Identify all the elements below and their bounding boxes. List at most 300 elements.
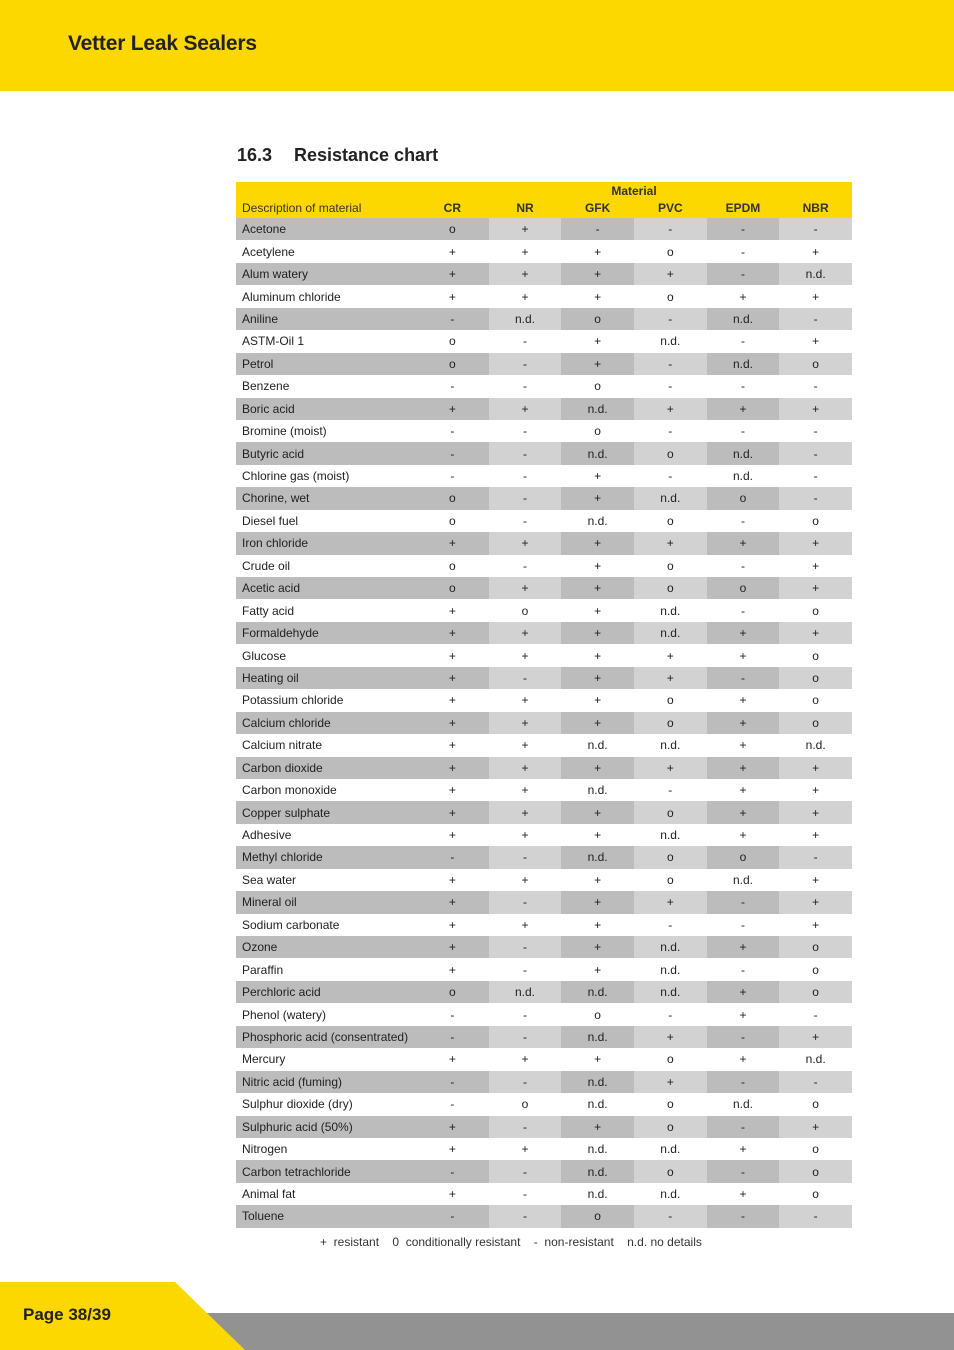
resistance-cell-pvc: o <box>634 689 707 711</box>
resistance-cell-pvc: o <box>634 869 707 891</box>
resistance-cell-gfk: + <box>561 712 634 734</box>
resistance-cell-nr: + <box>489 689 562 711</box>
resistance-cell-epdm: - <box>707 330 780 352</box>
resistance-cell-nbr: + <box>779 577 852 599</box>
material-group-header: Material <box>416 182 852 198</box>
table-row <box>236 869 852 891</box>
resistance-cell-nbr: + <box>779 532 852 554</box>
resistance-cell-cr: - <box>416 1071 489 1093</box>
table-row <box>236 644 852 666</box>
resistance-cell-gfk: + <box>561 532 634 554</box>
resistance-cell-nr: - <box>489 555 562 577</box>
resistance-cell-nr: - <box>489 353 562 375</box>
resistance-cell-nr: + <box>489 712 562 734</box>
resistance-cell-nbr: + <box>779 622 852 644</box>
resistance-cell-cr: o <box>416 981 489 1003</box>
table-body <box>236 218 852 1228</box>
resistance-cell-pvc: n.d. <box>634 487 707 509</box>
resistance-cell-gfk: n.d. <box>561 442 634 464</box>
resistance-cell-nr: + <box>489 734 562 756</box>
material-name-cell: Methyl chloride <box>236 846 416 868</box>
resistance-cell-cr: - <box>416 375 489 397</box>
resistance-cell-nr: + <box>489 779 562 801</box>
resistance-cell-nr: - <box>489 958 562 980</box>
resistance-cell-cr: - <box>416 1026 489 1048</box>
resistance-cell-cr: - <box>416 846 489 868</box>
resistance-cell-nbr: - <box>779 487 852 509</box>
resistance-cell-nr: + <box>489 240 562 262</box>
column-header-nr: NR <box>489 198 562 218</box>
resistance-cell-nr: + <box>489 644 562 666</box>
resistance-cell-nbr: + <box>779 757 852 779</box>
material-name-cell: Mineral oil <box>236 891 416 913</box>
resistance-cell-gfk: n.d. <box>561 398 634 420</box>
resistance-cell-epdm: o <box>707 846 780 868</box>
resistance-cell-nbr: o <box>779 712 852 734</box>
resistance-cell-cr: + <box>416 689 489 711</box>
resistance-cell-cr: + <box>416 757 489 779</box>
resistance-cell-nbr: + <box>779 801 852 823</box>
resistance-cell-nr: - <box>489 1205 562 1227</box>
resistance-cell-pvc: n.d. <box>634 599 707 621</box>
resistance-cell-gfk: n.d. <box>561 734 634 756</box>
resistance-cell-epdm: - <box>707 667 780 689</box>
resistance-cell-gfk: n.d. <box>561 981 634 1003</box>
resistance-cell-pvc: - <box>634 218 707 240</box>
table-row <box>236 555 852 577</box>
resistance-cell-gfk: + <box>561 353 634 375</box>
material-name-cell: Ozone <box>236 936 416 958</box>
resistance-cell-nbr: + <box>779 240 852 262</box>
material-name-cell: Toluene <box>236 1205 416 1227</box>
material-name-cell: Crude oil <box>236 555 416 577</box>
resistance-cell-nr: + <box>489 285 562 307</box>
material-name-cell: Carbon tetrachloride <box>236 1160 416 1182</box>
resistance-cell-cr: + <box>416 532 489 554</box>
resistance-cell-epdm: - <box>707 599 780 621</box>
resistance-cell-nr: - <box>489 510 562 532</box>
column-header-epdm: EPDM <box>707 198 780 218</box>
resistance-cell-pvc: o <box>634 442 707 464</box>
table-row <box>236 712 852 734</box>
resistance-cell-epdm: n.d. <box>707 442 780 464</box>
table-row <box>236 734 852 756</box>
resistance-cell-pvc: + <box>634 644 707 666</box>
resistance-cell-pvc: o <box>634 285 707 307</box>
resistance-cell-cr: - <box>416 465 489 487</box>
resistance-cell-pvc: + <box>634 667 707 689</box>
table-row <box>236 1071 852 1093</box>
resistance-cell-nbr: + <box>779 914 852 936</box>
resistance-cell-nr: - <box>489 1160 562 1182</box>
resistance-cell-gfk: + <box>561 622 634 644</box>
resistance-cell-pvc: - <box>634 914 707 936</box>
resistance-cell-epdm: - <box>707 218 780 240</box>
table-row <box>236 981 852 1003</box>
resistance-cell-cr: o <box>416 330 489 352</box>
material-name-cell: Chlorine gas (moist) <box>236 465 416 487</box>
resistance-cell-cr: + <box>416 599 489 621</box>
resistance-cell-pvc: o <box>634 577 707 599</box>
table-row <box>236 1093 852 1115</box>
resistance-cell-gfk: n.d. <box>561 1183 634 1205</box>
resistance-cell-nr: + <box>489 869 562 891</box>
resistance-cell-gfk: n.d. <box>561 1160 634 1182</box>
resistance-cell-cr: o <box>416 218 489 240</box>
resistance-cell-pvc: n.d. <box>634 958 707 980</box>
resistance-cell-gfk: n.d. <box>561 1138 634 1160</box>
resistance-cell-nbr: - <box>779 465 852 487</box>
resistance-cell-cr: - <box>416 1205 489 1227</box>
resistance-cell-gfk: + <box>561 240 634 262</box>
resistance-cell-epdm: + <box>707 1048 780 1070</box>
resistance-cell-epdm: n.d. <box>707 869 780 891</box>
resistance-cell-cr: - <box>416 420 489 442</box>
resistance-cell-nr: - <box>489 1071 562 1093</box>
resistance-cell-epdm: - <box>707 555 780 577</box>
resistance-cell-cr: - <box>416 1003 489 1025</box>
material-name-cell: Potassium chloride <box>236 689 416 711</box>
table-row <box>236 958 852 980</box>
resistance-cell-nr: + <box>489 263 562 285</box>
resistance-cell-pvc: o <box>634 846 707 868</box>
resistance-cell-gfk: + <box>561 891 634 913</box>
resistance-cell-epdm: + <box>707 801 780 823</box>
resistance-cell-pvc: - <box>634 375 707 397</box>
resistance-cell-nbr: + <box>779 779 852 801</box>
material-name-cell: Perchloric acid <box>236 981 416 1003</box>
resistance-cell-epdm: + <box>707 712 780 734</box>
table-row <box>236 1160 852 1182</box>
resistance-cell-epdm: - <box>707 914 780 936</box>
table-row <box>236 330 852 352</box>
resistance-cell-nbr: o <box>779 353 852 375</box>
resistance-cell-pvc: + <box>634 263 707 285</box>
table-row <box>236 599 852 621</box>
resistance-cell-pvc: + <box>634 891 707 913</box>
resistance-cell-gfk: + <box>561 263 634 285</box>
resistance-cell-nr: - <box>489 1026 562 1048</box>
resistance-cell-epdm: - <box>707 1116 780 1138</box>
resistance-cell-pvc: - <box>634 420 707 442</box>
table-row <box>236 420 852 442</box>
material-name-cell: Glucose <box>236 644 416 666</box>
resistance-cell-cr: + <box>416 914 489 936</box>
table-row <box>236 398 852 420</box>
resistance-cell-pvc: o <box>634 240 707 262</box>
resistance-cell-nr: - <box>489 442 562 464</box>
resistance-cell-cr: + <box>416 285 489 307</box>
resistance-cell-gfk: + <box>561 1048 634 1070</box>
resistance-cell-nbr: + <box>779 555 852 577</box>
table-row <box>236 1116 852 1138</box>
material-name-cell: Calcium nitrate <box>236 734 416 756</box>
material-name-cell: Aniline <box>236 308 416 330</box>
table-row <box>236 1205 852 1227</box>
resistance-cell-gfk: n.d. <box>561 1026 634 1048</box>
resistance-cell-gfk: + <box>561 689 634 711</box>
resistance-cell-cr: o <box>416 555 489 577</box>
table-row <box>236 218 852 240</box>
resistance-cell-cr: + <box>416 824 489 846</box>
resistance-cell-nr: - <box>489 330 562 352</box>
table-row <box>236 1003 852 1025</box>
resistance-cell-nr: - <box>489 420 562 442</box>
resistance-cell-epdm: - <box>707 510 780 532</box>
resistance-cell-epdm: n.d. <box>707 308 780 330</box>
table-row <box>236 375 852 397</box>
resistance-cell-pvc: o <box>634 801 707 823</box>
resistance-cell-pvc: - <box>634 353 707 375</box>
resistance-cell-pvc: - <box>634 308 707 330</box>
resistance-cell-cr: + <box>416 644 489 666</box>
resistance-cell-nr: + <box>489 398 562 420</box>
resistance-cell-nr: + <box>489 801 562 823</box>
table-row <box>236 353 852 375</box>
resistance-cell-epdm: n.d. <box>707 1093 780 1115</box>
resistance-cell-nbr: o <box>779 599 852 621</box>
resistance-cell-pvc: o <box>634 712 707 734</box>
table-row <box>236 757 852 779</box>
resistance-cell-pvc: o <box>634 555 707 577</box>
resistance-cell-epdm: - <box>707 958 780 980</box>
resistance-cell-gfk: n.d. <box>561 1071 634 1093</box>
resistance-cell-gfk: o <box>561 420 634 442</box>
table-row <box>236 1138 852 1160</box>
resistance-cell-nbr: o <box>779 1093 852 1115</box>
resistance-cell-gfk: n.d. <box>561 779 634 801</box>
table-row <box>236 622 852 644</box>
resistance-cell-cr: + <box>416 801 489 823</box>
resistance-cell-gfk: + <box>561 824 634 846</box>
resistance-cell-nbr: - <box>779 1003 852 1025</box>
material-name-cell: Butyric acid <box>236 442 416 464</box>
table-row <box>236 263 852 285</box>
resistance-cell-gfk: o <box>561 308 634 330</box>
resistance-cell-gfk: n.d. <box>561 510 634 532</box>
material-name-cell: Bromine (moist) <box>236 420 416 442</box>
section-number: 16.3 <box>237 145 273 165</box>
document-title: Vetter Leak Sealers <box>68 32 257 55</box>
resistance-cell-nbr: o <box>779 644 852 666</box>
material-name-cell: Carbon dioxide <box>236 757 416 779</box>
resistance-cell-epdm: + <box>707 779 780 801</box>
table-row <box>236 1183 852 1205</box>
resistance-cell-cr: + <box>416 869 489 891</box>
resistance-cell-epdm: + <box>707 981 780 1003</box>
resistance-cell-nbr: + <box>779 285 852 307</box>
table-row <box>236 285 852 307</box>
resistance-cell-cr: + <box>416 958 489 980</box>
table-row <box>236 779 852 801</box>
material-name-cell: Heating oil <box>236 667 416 689</box>
resistance-cell-nbr: + <box>779 824 852 846</box>
resistance-cell-gfk: o <box>561 1205 634 1227</box>
resistance-cell-gfk: n.d. <box>561 846 634 868</box>
resistance-cell-pvc: + <box>634 532 707 554</box>
resistance-cell-nbr: - <box>779 375 852 397</box>
material-name-cell: Chorine, wet <box>236 487 416 509</box>
resistance-cell-gfk: + <box>561 1116 634 1138</box>
resistance-cell-pvc: + <box>634 1071 707 1093</box>
resistance-cell-nbr: - <box>779 442 852 464</box>
resistance-cell-epdm: - <box>707 1026 780 1048</box>
resistance-cell-pvc: o <box>634 1160 707 1182</box>
resistance-cell-gfk: + <box>561 577 634 599</box>
resistance-cell-nbr: - <box>779 218 852 240</box>
material-name-cell: Petrol <box>236 353 416 375</box>
resistance-cell-pvc: n.d. <box>634 936 707 958</box>
resistance-cell-epdm: + <box>707 285 780 307</box>
resistance-cell-cr: o <box>416 487 489 509</box>
resistance-cell-epdm: o <box>707 487 780 509</box>
material-name-cell: Adhesive <box>236 824 416 846</box>
resistance-cell-epdm: - <box>707 420 780 442</box>
resistance-cell-epdm: + <box>707 1138 780 1160</box>
resistance-cell-epdm: + <box>707 824 780 846</box>
resistance-cell-nbr: n.d. <box>779 263 852 285</box>
resistance-cell-gfk: + <box>561 801 634 823</box>
table-row <box>236 1048 852 1070</box>
resistance-cell-nbr: o <box>779 936 852 958</box>
resistance-cell-pvc: o <box>634 1048 707 1070</box>
resistance-cell-nr: + <box>489 1048 562 1070</box>
resistance-cell-nr: n.d. <box>489 308 562 330</box>
resistance-cell-pvc: - <box>634 1003 707 1025</box>
material-name-cell: Sulphur dioxide (dry) <box>236 1093 416 1115</box>
resistance-cell-nr: + <box>489 1138 562 1160</box>
resistance-cell-pvc: + <box>634 398 707 420</box>
resistance-cell-nbr: o <box>779 667 852 689</box>
resistance-cell-cr: + <box>416 263 489 285</box>
material-name-cell: Iron chloride <box>236 532 416 554</box>
resistance-cell-cr: - <box>416 308 489 330</box>
resistance-cell-nr: - <box>489 936 562 958</box>
material-name-cell: Nitrogen <box>236 1138 416 1160</box>
resistance-cell-gfk: + <box>561 757 634 779</box>
resistance-cell-cr: + <box>416 712 489 734</box>
resistance-cell-epdm: - <box>707 1160 780 1182</box>
table-row <box>236 689 852 711</box>
resistance-cell-cr: o <box>416 577 489 599</box>
resistance-cell-nbr: o <box>779 689 852 711</box>
resistance-cell-cr: + <box>416 1138 489 1160</box>
resistance-cell-epdm: - <box>707 240 780 262</box>
material-name-cell: Sea water <box>236 869 416 891</box>
resistance-cell-cr: + <box>416 240 489 262</box>
section-title: Resistance chart <box>294 145 439 165</box>
table-row <box>236 1026 852 1048</box>
material-name-cell: Sulphuric acid (50%) <box>236 1116 416 1138</box>
resistance-cell-pvc: n.d. <box>634 1183 707 1205</box>
material-name-cell: Mercury <box>236 1048 416 1070</box>
resistance-cell-nbr: o <box>779 1138 852 1160</box>
resistance-cell-epdm: + <box>707 734 780 756</box>
resistance-cell-nr: - <box>489 891 562 913</box>
column-header-cr: CR <box>416 198 489 218</box>
resistance-cell-gfk: + <box>561 599 634 621</box>
table-row <box>236 667 852 689</box>
resistance-cell-pvc: n.d. <box>634 330 707 352</box>
table-row <box>236 936 852 958</box>
column-header-nbr: NBR <box>779 198 852 218</box>
resistance-cell-cr: + <box>416 622 489 644</box>
resistance-cell-cr: + <box>416 891 489 913</box>
resistance-cell-epdm: + <box>707 1003 780 1025</box>
resistance-cell-nbr: + <box>779 1026 852 1048</box>
material-name-cell: Calcium chloride <box>236 712 416 734</box>
material-name-cell: Fatty acid <box>236 599 416 621</box>
resistance-cell-epdm: n.d. <box>707 353 780 375</box>
table-row <box>236 240 852 262</box>
resistance-cell-epdm: - <box>707 263 780 285</box>
resistance-cell-nr: o <box>489 1093 562 1115</box>
resistance-cell-cr: o <box>416 510 489 532</box>
resistance-cell-epdm: + <box>707 936 780 958</box>
resistance-cell-nbr: o <box>779 1183 852 1205</box>
material-name-cell: Phosphoric acid (consentrated) <box>236 1026 416 1048</box>
resistance-cell-nr: - <box>489 667 562 689</box>
material-name-cell: Benzene <box>236 375 416 397</box>
section-heading <box>237 145 438 166</box>
table-row <box>236 308 852 330</box>
resistance-cell-nr: + <box>489 218 562 240</box>
resistance-cell-nbr: o <box>779 981 852 1003</box>
resistance-cell-epdm: + <box>707 1183 780 1205</box>
material-name-cell: Alum watery <box>236 263 416 285</box>
resistance-cell-pvc: n.d. <box>634 734 707 756</box>
resistance-cell-cr: + <box>416 936 489 958</box>
column-header-pvc: PVC <box>634 198 707 218</box>
table-row <box>236 801 852 823</box>
resistance-cell-nbr: - <box>779 308 852 330</box>
resistance-cell-cr: + <box>416 779 489 801</box>
table-row <box>236 577 852 599</box>
resistance-cell-epdm: - <box>707 1071 780 1093</box>
resistance-cell-gfk: + <box>561 487 634 509</box>
resistance-cell-nbr: o <box>779 510 852 532</box>
resistance-cell-nr: - <box>489 465 562 487</box>
resistance-cell-epdm: + <box>707 644 780 666</box>
resistance-cell-gfk: + <box>561 555 634 577</box>
table-row <box>236 891 852 913</box>
resistance-cell-epdm: - <box>707 891 780 913</box>
table-row <box>236 510 852 532</box>
column-header-gfk: GFK <box>561 198 634 218</box>
legend: + resistant 0 conditionally resistant - non-resistant n.d. no details <box>320 1235 702 1249</box>
resistance-cell-nbr: + <box>779 869 852 891</box>
table-row <box>236 442 852 464</box>
resistance-cell-pvc: o <box>634 1116 707 1138</box>
resistance-cell-gfk: + <box>561 869 634 891</box>
material-name-cell: ASTM-Oil 1 <box>236 330 416 352</box>
material-name-cell: Boric acid <box>236 398 416 420</box>
resistance-cell-nbr: - <box>779 1071 852 1093</box>
resistance-cell-cr: + <box>416 667 489 689</box>
table-row <box>236 465 852 487</box>
resistance-cell-pvc: - <box>634 1205 707 1227</box>
resistance-cell-nr: + <box>489 914 562 936</box>
material-name-cell: Sodium carbonate <box>236 914 416 936</box>
table-row <box>236 914 852 936</box>
resistance-cell-nr: + <box>489 757 562 779</box>
resistance-cell-pvc: o <box>634 1093 707 1115</box>
resistance-cell-nbr: + <box>779 398 852 420</box>
page-number: Page 38/39 <box>23 1305 111 1324</box>
resistance-cell-cr: + <box>416 1116 489 1138</box>
resistance-cell-nr: + <box>489 577 562 599</box>
resistance-cell-cr: + <box>416 1183 489 1205</box>
